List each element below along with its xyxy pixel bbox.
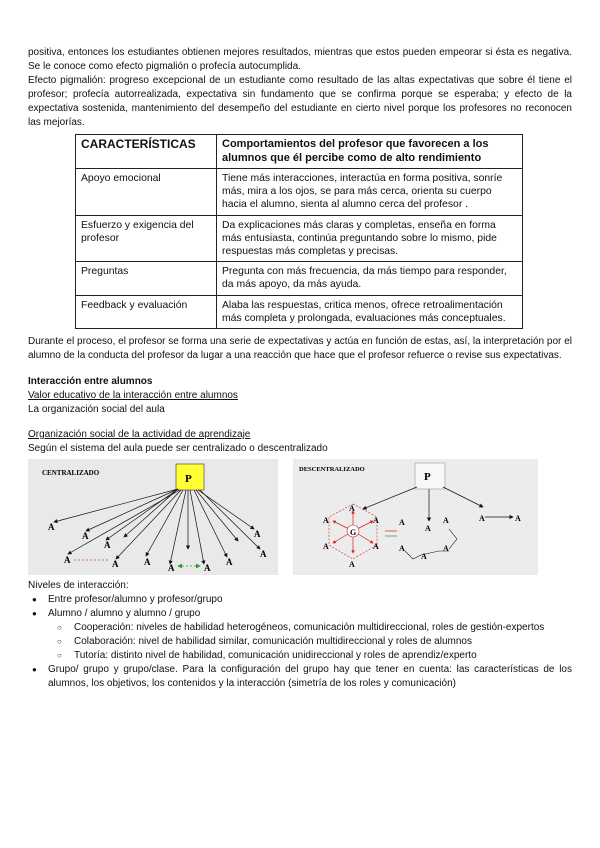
table-row: [76, 215, 523, 262]
student-node: A: [144, 557, 151, 568]
student-node: A: [421, 552, 427, 562]
levels-list: [28, 593, 572, 621]
list-item: ● Grupo/ grupo y grupo/clase. Para la configuración del grupo hay que tener en cuenta: las características de los alumnos, los objetivos, los contenidos y la interacción (simetría de los roles y comunicación): [28, 663, 572, 691]
student-node: A: [373, 516, 379, 526]
interaction-levels: [28, 579, 572, 691]
decentralized-diagram: [293, 459, 538, 575]
student-node: A: [204, 563, 211, 574]
section-subheading: Valor educativo de la interacción entre alumnos: [28, 390, 238, 402]
characteristics-table-wrap: [75, 134, 523, 329]
centralized-label: CENTRALIZADO: [42, 469, 100, 478]
student-node: A: [323, 542, 329, 552]
intro-paragraph-2: Efecto pigmalión: progreso excepcional de un estudiante como resultado de las altas expectativas que sobre él tiene el profesor; profecía autorrealizada, expectativa sin fundamento que se confirma porque se esperaba; y efecto de la expectativa sostenida, mantenimiento del desempeño del estudiante en cierto nivel porque los profesores no reconocen las mejorías.: [28, 75, 572, 128]
student-node: A: [82, 531, 89, 542]
student-node: A: [349, 560, 355, 570]
teacher-label: P: [185, 473, 192, 486]
list-item: ○ Cooperación: niveles de habilidad heterogéneos, comunicación multidireccional, roles de gestión-expertos: [28, 621, 572, 635]
student-node: A: [254, 529, 261, 540]
teacher-label: P: [424, 471, 431, 484]
table-row: [76, 169, 523, 216]
student-node: A: [104, 540, 111, 551]
levels-list-continued: [28, 663, 572, 691]
characteristics-table: [75, 134, 523, 329]
table-cell-behavior: Alaba las respuestas, critica menos, ofrece retroalimentación más completa y prolongada, evaluaciones más conceptuales.: [217, 295, 523, 328]
intro-paragraph-1: positiva, entonces los estudiantes obtienen mejores resultados, mientras que estos pueden empeorar si ésta es negativa. Se le conoce como efecto pigmalión o profecía autocumplida.: [28, 47, 572, 72]
student-node: A: [323, 516, 329, 526]
section-subtext: La organización social del aula: [28, 404, 165, 416]
student-node: A: [443, 544, 449, 554]
list-item: ○ Tutoría: distinto nivel de habilidad, comunicación unidireccional y roles de aprendiz/experto: [28, 649, 572, 663]
table-cell-behavior: Da explicaciones más claras y completas, enseña en forma más entusiasta, continúa preguntando sobre lo mismo, pide respuestas más completas y precisas.: [217, 215, 523, 262]
student-node: A: [443, 516, 449, 526]
table-cell-characteristic: Preguntas: [76, 262, 217, 295]
decentralized-label: DESCENTRALIZADO: [299, 466, 365, 474]
list-item: [28, 607, 572, 621]
student-node: A: [399, 544, 405, 554]
student-node: A: [48, 522, 55, 533]
student-node: A: [168, 563, 175, 574]
chain-link: [449, 529, 457, 549]
table-cell-characteristic: Feedback y evaluación: [76, 295, 217, 328]
levels-title: Niveles de interacción:: [28, 580, 129, 592]
table-row: [76, 262, 523, 295]
table-cell-characteristic: Esfuerzo y exigencia del profesor: [76, 215, 217, 262]
organization-diagrams: [28, 459, 572, 575]
table-cell-characteristic: Apoyo emocional: [76, 169, 217, 216]
student-node: A: [349, 504, 355, 514]
table-row: [76, 295, 523, 328]
student-node: A: [479, 514, 485, 524]
student-node: A: [425, 524, 431, 534]
student-node: A: [515, 514, 521, 524]
list-item-text: Alumno / alumno y alumno / grupo: [48, 608, 201, 620]
table-header-behaviors: Comportamientos del profesor que favorecen a los alumnos que él percibe como de alto rendimiento: [217, 135, 523, 169]
table-header-row: [76, 135, 523, 169]
student-node: A: [399, 518, 405, 528]
sublevels-list: [28, 621, 572, 663]
student-node: A: [373, 542, 379, 552]
group-label: G: [350, 528, 357, 538]
after-table-paragraph: Durante el proceso, el profesor se forma una serie de expectativas y actúa en función de estas, así, la interpretación por el alumno de la conducta del profesor da lugar a una reacción que hace que el profesor refuerce o revise sus expectativas.: [28, 336, 572, 362]
table-header-characteristics: CARACTERÍSTICAS: [76, 135, 217, 169]
student-node: A: [260, 549, 267, 560]
centralized-diagram: [28, 459, 278, 575]
table-cell-behavior: Tiene más interacciones, interactúa en forma positiva, sonríe más, mira a los ojos, se para más cerca, orienta su cuerpo hacia el alumno, sienta al alumno cerca del profesor .: [217, 169, 523, 216]
section-heading: Interacción entre alumnos: [28, 376, 153, 388]
document-page: [28, 46, 572, 691]
table-cell-behavior: Pregunta con más frecuencia, da más tiempo para responder, da más apoyo, da más ayuda.: [217, 262, 523, 295]
student-node: A: [112, 559, 119, 570]
list-item: ● Entre profesor/alumno y profesor/grupo: [28, 593, 572, 607]
section-subtext-2: Según el sistema del aula puede ser centralizado o descentralizado: [28, 443, 328, 455]
student-node: A: [64, 555, 71, 566]
list-item: ○ Colaboración: nivel de habilidad similar, comunicación multidireccional y roles de alumnos: [28, 635, 572, 649]
student-node: A: [226, 557, 233, 568]
section-subheading-2: Organización social de la actividad de aprendizaje: [28, 429, 251, 441]
